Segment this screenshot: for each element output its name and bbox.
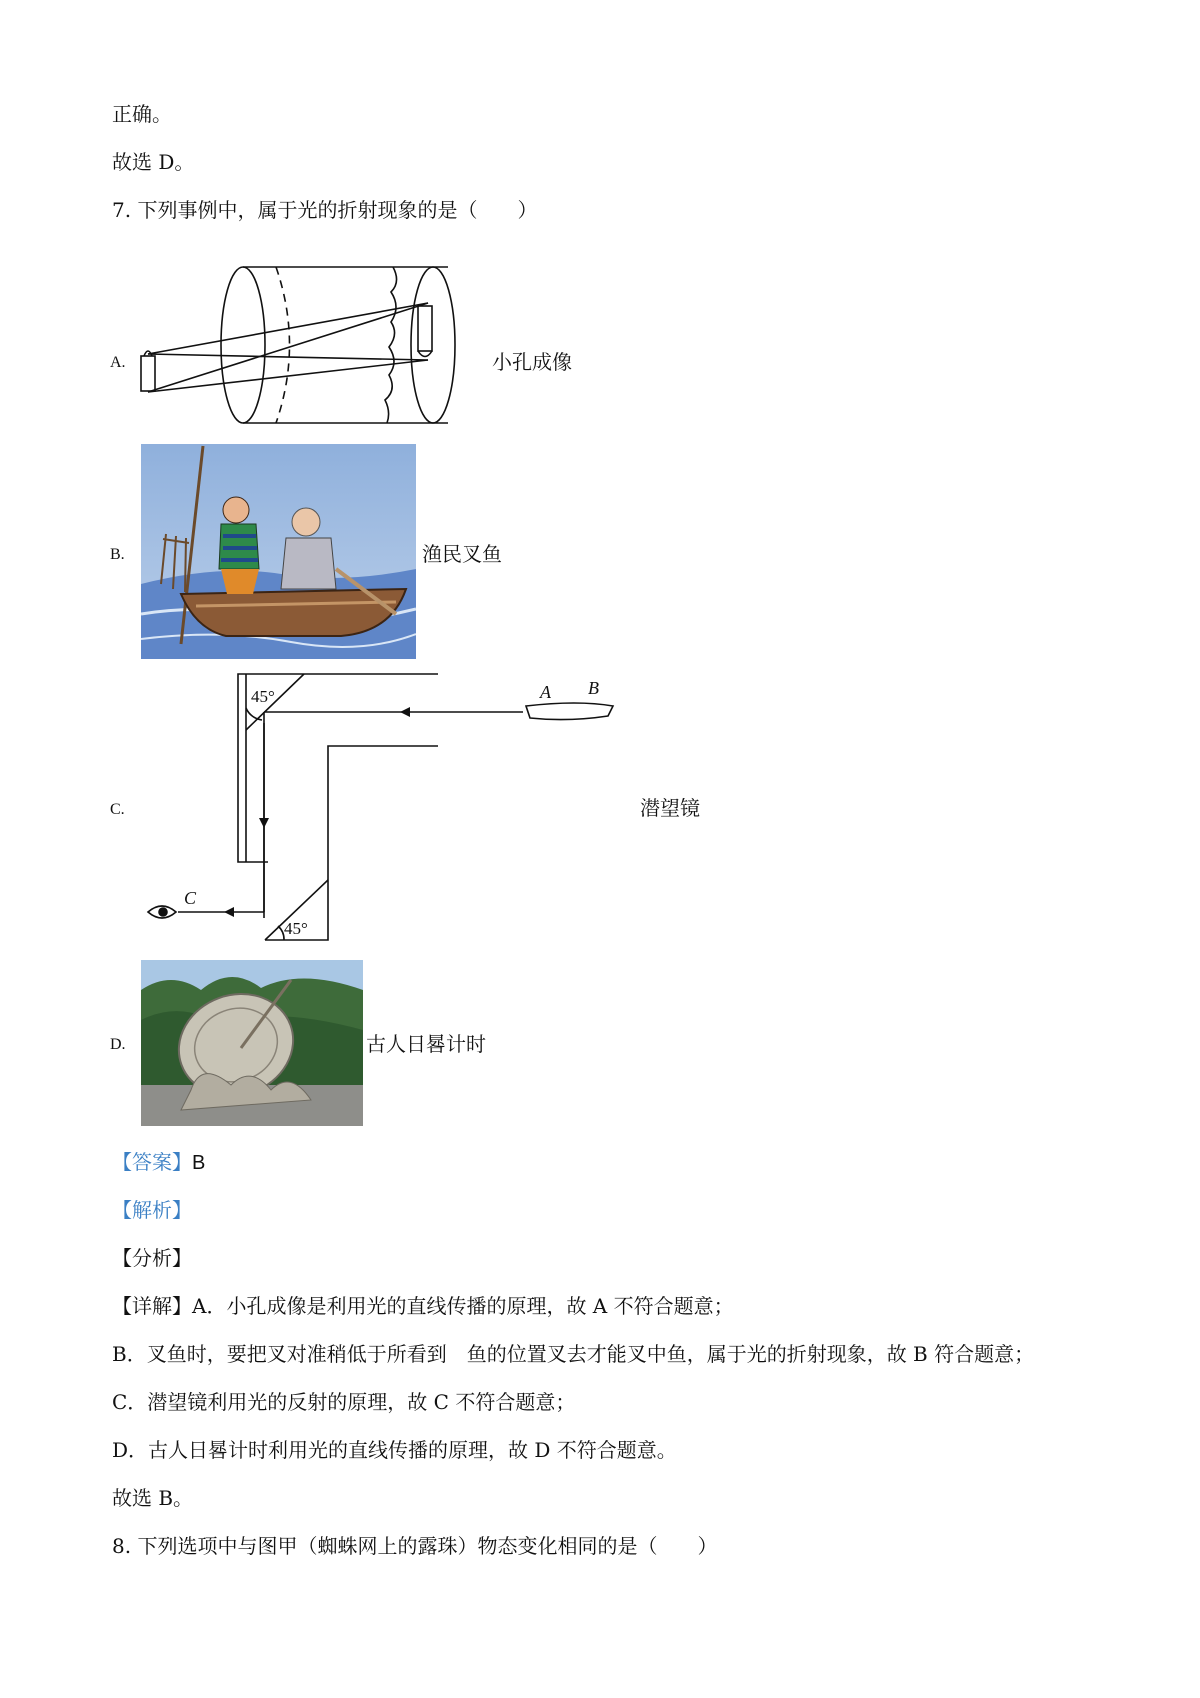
option-b-caption: 渔民叉鱼 [422,542,502,566]
detail-d: D．古人日晷计时利用光的直线传播的原理，故 D 不符合题意。 [112,1438,677,1462]
pinhole-camera-figure [128,258,498,433]
point-a-label: A [540,682,551,702]
fenxi-tag: 【分析】 [112,1246,192,1270]
detail-a: 【详解】A．小孔成像是利用光的直线传播的原理，故 A 不符合题意； [112,1294,734,1318]
option-c-caption: 潜望镜 [640,796,700,820]
analysis-tag: 【解析】 [112,1198,192,1222]
answer-tag: 【答案】 [112,1150,192,1174]
option-b-label: B. [110,546,125,563]
option-a-label: A. [110,354,126,371]
option-a-caption: 小孔成像 [492,350,572,374]
point-b-label: B [588,678,599,698]
option-d-caption: 古人日晷计时 [366,1032,486,1056]
fishermen-image [141,444,416,659]
detail-b: B．叉鱼时，要把叉对准稍低于所看到 鱼的位置叉去才能叉中鱼，属于光的折射现象，故 B 符合题意； [112,1342,1035,1366]
question-8: 8. 下列选项中与图甲（蜘蛛网上的露珠）物态变化相同的是（ ） [112,1534,718,1558]
sundial-photo [141,960,363,1126]
answer-value: B [192,1152,206,1174]
answer-line [112,1148,205,1177]
periscope-diagram [138,668,618,948]
text-line: 正确。 [112,102,172,126]
option-d-label: D. [110,1036,126,1053]
angle-label-top: 45° [251,687,275,706]
detail-c: C．潜望镜利用光的反射的原理，故 C 不符合题意； [112,1390,576,1414]
text-line: 故选 D。 [112,150,195,174]
conclusion: 故选 B。 [112,1486,194,1510]
angle-label-bottom: 45° [284,919,308,938]
option-c-label: C. [110,801,125,818]
question-7: 7. 下列事例中，属于光的折射现象的是（ ） [112,198,538,222]
point-c-label: C [184,888,197,908]
